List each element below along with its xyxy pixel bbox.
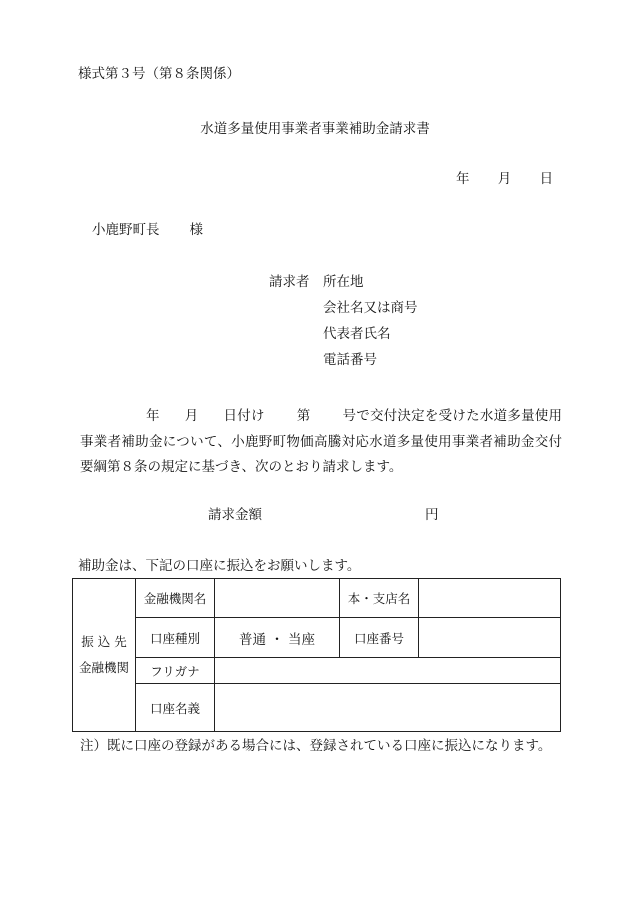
claimant-field-phone: 電話番号 — [323, 352, 377, 368]
footnote: 注）既に口座の登録がある場合には、登録されている口座に振込になります。 — [80, 738, 552, 754]
account-number-cell[interactable] — [419, 618, 561, 658]
claimant-field-address: 所在地 — [323, 274, 364, 290]
table-row — [73, 684, 561, 732]
account-type-options[interactable]: 普通 ・ 当座 — [215, 618, 340, 658]
account-type-label: 口座種別 — [136, 618, 215, 658]
transfer-destination-header — [73, 579, 136, 732]
table-row — [73, 579, 561, 618]
addressee-name: 小鹿野町長 — [92, 222, 160, 238]
date-day: 日 — [539, 171, 554, 187]
branch-name-cell[interactable] — [419, 579, 561, 618]
addressee-honorific: 様 — [189, 222, 203, 238]
furigana-label: フリガナ — [136, 658, 215, 684]
form-number: 様式第３号（第８条関係） — [78, 66, 240, 82]
addressee — [92, 224, 203, 238]
branch-name-label: 本・支店名 — [340, 579, 419, 618]
claim-amount-unit: 円 — [425, 507, 439, 523]
account-holder-cell[interactable] — [215, 684, 561, 732]
body-year: 年 — [146, 408, 160, 424]
table-row — [73, 618, 561, 658]
transfer-destination-line2: 金融機関 — [78, 660, 129, 675]
document-title: 水道多量使用事業者事業補助金請求書 — [200, 121, 430, 137]
bank-transfer-request: 補助金は、下記の口座に振込をお願いします。 — [78, 558, 361, 574]
account-holder-label: 口座名義 — [136, 684, 215, 732]
transfer-destination-line1: 振 込 先 — [81, 634, 127, 649]
claim-amount-label: 請求金額 — [208, 507, 262, 523]
date-line — [456, 173, 553, 187]
account-number-label: 口座番号 — [340, 618, 419, 658]
claimant-field-company: 会社名又は商号 — [323, 300, 418, 316]
date-month: 月 — [497, 171, 512, 187]
body-number-prefix: 第 — [296, 408, 311, 424]
bank-account-table — [72, 578, 561, 732]
body-date-suffix: 日付け — [223, 408, 265, 424]
request-body-text — [80, 404, 562, 481]
table-row — [73, 658, 561, 684]
claimant-field-representative: 代表者氏名 — [323, 326, 391, 342]
claimant-label: 請求者 — [269, 274, 310, 290]
body-month: 月 — [184, 408, 199, 424]
furigana-cell[interactable] — [215, 658, 561, 684]
body-main-text: 号で交付決定を受けた水道多量使用事業者補助金について、小鹿野町物価高騰対応水道多量使用事業者補助金交付要綱第８条の規定に基づき、次のとおり請求します。 — [80, 408, 563, 475]
date-year: 年 — [456, 171, 470, 187]
institution-name-label: 金融機関名 — [136, 579, 215, 618]
institution-name-cell[interactable] — [215, 579, 340, 618]
